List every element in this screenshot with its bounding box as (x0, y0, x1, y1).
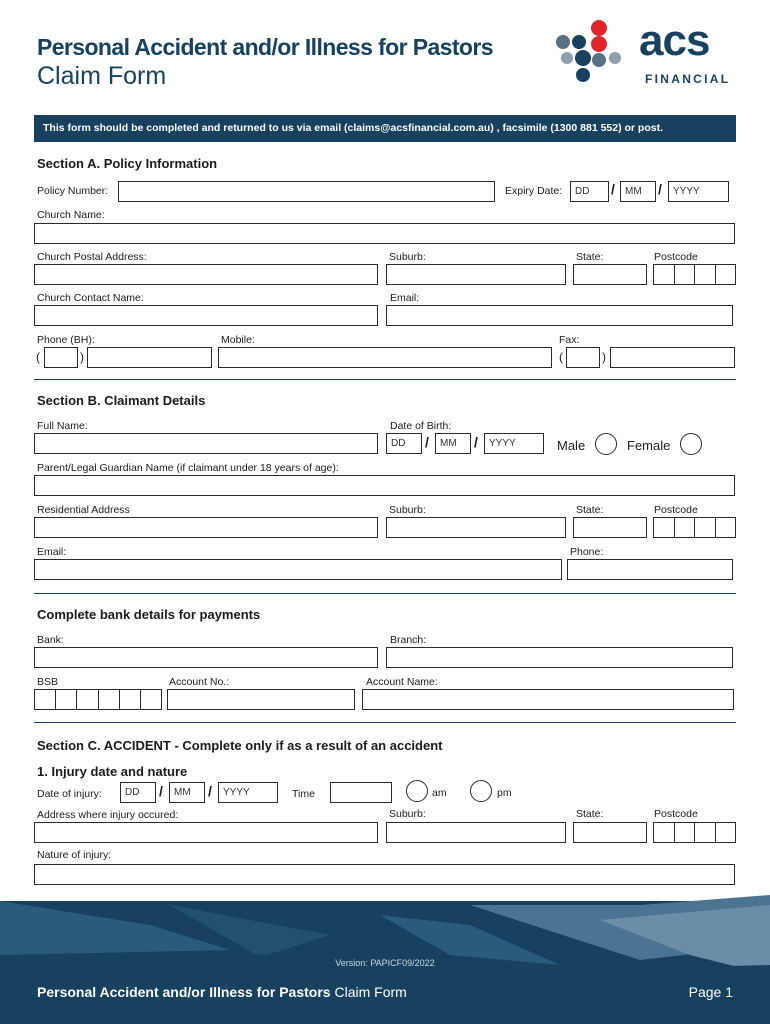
claimant-state-field[interactable] (573, 517, 647, 538)
form-title: Personal Accident and/or Illness for Pastors (37, 34, 493, 60)
form-subtitle: Claim Form (37, 62, 167, 90)
phone-area-code-field[interactable] (44, 347, 78, 368)
dob-label: Date of Birth: (390, 420, 452, 432)
dob-day-field[interactable]: DD (386, 433, 422, 454)
church-suburb-field[interactable] (386, 264, 566, 285)
section-divider (34, 593, 736, 594)
residential-address-label: Residential Address (37, 504, 130, 516)
dob-year-field[interactable]: YYYY (484, 433, 544, 454)
expiry-date-label: Expiry Date: (505, 185, 563, 197)
guardian-field[interactable] (34, 475, 735, 496)
date-separator: / (474, 434, 478, 450)
state-label: State: (576, 251, 604, 263)
church-postcode-field[interactable] (653, 264, 736, 285)
church-state-field[interactable] (573, 264, 647, 285)
branch-label: Branch: (390, 634, 427, 646)
injury-state-field[interactable] (573, 822, 647, 843)
acs-logo (553, 18, 738, 90)
dob-month-field[interactable]: MM (435, 433, 471, 454)
paren-open: ( (36, 350, 40, 364)
full-name-field[interactable] (34, 433, 378, 454)
email-label: Email: (390, 292, 420, 304)
bsb-label: BSB (37, 676, 59, 688)
bank-label: Bank: (37, 634, 64, 646)
injury-subheading: 1. Injury date and nature (37, 764, 188, 779)
date-of-injury-label: Date of injury: (37, 788, 102, 800)
suburb-label: Suburb: (389, 251, 426, 263)
expiry-year-field[interactable]: YYYY (668, 181, 729, 202)
claimant-phone-field[interactable] (567, 559, 733, 580)
expiry-month-field[interactable]: MM (620, 181, 656, 202)
postcode-label: Postcode (654, 504, 698, 516)
church-postal-address-field[interactable] (34, 264, 378, 285)
nature-of-injury-field[interactable] (34, 864, 735, 885)
footer-title (37, 984, 407, 1000)
church-contact-name-label: Church Contact Name: (37, 292, 144, 304)
account-name-label: Account Name: (366, 676, 438, 688)
church-name-field[interactable] (34, 223, 735, 244)
date-separator: / (208, 783, 212, 799)
paren-open: ( (559, 350, 563, 364)
mobile-field[interactable] (218, 347, 552, 368)
postcode-label: Postcode (654, 251, 698, 263)
date-separator: / (425, 434, 429, 450)
time-label: Time (292, 788, 315, 800)
injury-postcode-field[interactable] (653, 822, 736, 843)
account-name-field[interactable] (362, 689, 734, 710)
branch-field[interactable] (386, 647, 733, 668)
claimant-postcode-field[interactable] (653, 517, 736, 538)
account-no-field[interactable] (167, 689, 355, 710)
am-radio[interactable] (406, 780, 428, 802)
female-radio[interactable] (680, 433, 702, 455)
claimant-email-label: Email: (37, 546, 67, 558)
version-text: Version: PAPICF09/2022 (335, 958, 435, 968)
phone-bh-label: Phone (BH): (37, 334, 95, 346)
section-c-heading: Section C. ACCIDENT - Complete only if as a result of an accident (37, 738, 443, 753)
church-name-label: Church Name: (37, 209, 105, 221)
am-label: am (432, 787, 447, 799)
nature-of-injury-label: Nature of injury: (37, 849, 112, 861)
injury-year-field[interactable]: YYYY (218, 782, 278, 803)
postcode-label: Postcode (654, 808, 698, 820)
footer-title-bold: Personal Accident and/or Illness for Pastors (37, 984, 331, 1000)
church-contact-name-field[interactable] (34, 305, 378, 326)
paren-close: ) (80, 350, 84, 364)
guardian-label: Parent/Legal Guardian Name (if claimant under 18 years of age): (37, 462, 339, 474)
female-label: Female (627, 438, 671, 453)
mobile-label: Mobile: (221, 334, 255, 346)
full-name-label: Full Name: (37, 420, 88, 432)
expiry-day-field[interactable]: DD (570, 181, 609, 202)
section-b-heading: Section B. Claimant Details (37, 393, 206, 408)
logo-text: acs (639, 16, 710, 65)
page-number: Page 1 (688, 984, 733, 1000)
injury-day-field[interactable]: DD (120, 782, 156, 803)
church-postal-address-label: Church Postal Address: (37, 251, 147, 263)
male-radio[interactable] (595, 433, 617, 455)
injury-address-field[interactable] (34, 822, 378, 843)
section-divider (34, 722, 736, 723)
church-email-field[interactable] (386, 305, 733, 326)
logo-subtext: FINANCIAL (645, 72, 731, 86)
claimant-email-field[interactable] (34, 559, 562, 580)
pm-radio[interactable] (470, 780, 492, 802)
instructions-banner: This form should be completed and returned to us via email (claims@acsfinancial.com.au) , facsimile (1300 881 552) or post. (34, 115, 736, 142)
account-no-label: Account No.: (169, 676, 230, 688)
suburb-label: Suburb: (389, 504, 426, 516)
policy-number-label: Policy Number: (37, 185, 109, 197)
bank-details-heading: Complete bank details for payments (37, 607, 261, 622)
paren-close: ) (602, 350, 606, 364)
section-a-heading: Section A. Policy Information (37, 156, 218, 171)
suburb-label: Suburb: (389, 808, 426, 820)
date-separator: / (159, 783, 163, 799)
male-label: Male (557, 438, 586, 453)
claimant-suburb-field[interactable] (386, 517, 566, 538)
injury-suburb-field[interactable] (386, 822, 566, 843)
footer-title-light: Claim Form (334, 984, 407, 1000)
state-label: State: (576, 808, 604, 820)
pm-label: pm (497, 787, 512, 799)
phone-bh-field[interactable] (87, 347, 212, 368)
state-label: State: (576, 504, 604, 516)
date-separator: / (611, 181, 615, 197)
injury-time-field[interactable] (330, 782, 392, 803)
bsb-field[interactable] (34, 689, 162, 710)
bank-field[interactable] (34, 647, 378, 668)
injury-month-field[interactable]: MM (169, 782, 205, 803)
policy-number-field[interactable] (118, 181, 495, 202)
injury-address-label: Address where injury occured: (37, 809, 179, 821)
fax-label: Fax: (559, 334, 580, 346)
fax-field[interactable] (610, 347, 735, 368)
section-divider (34, 379, 736, 380)
claimant-phone-label: Phone: (570, 546, 604, 558)
fax-area-code-field[interactable] (566, 347, 600, 368)
date-separator: / (658, 181, 662, 197)
residential-address-field[interactable] (34, 517, 378, 538)
